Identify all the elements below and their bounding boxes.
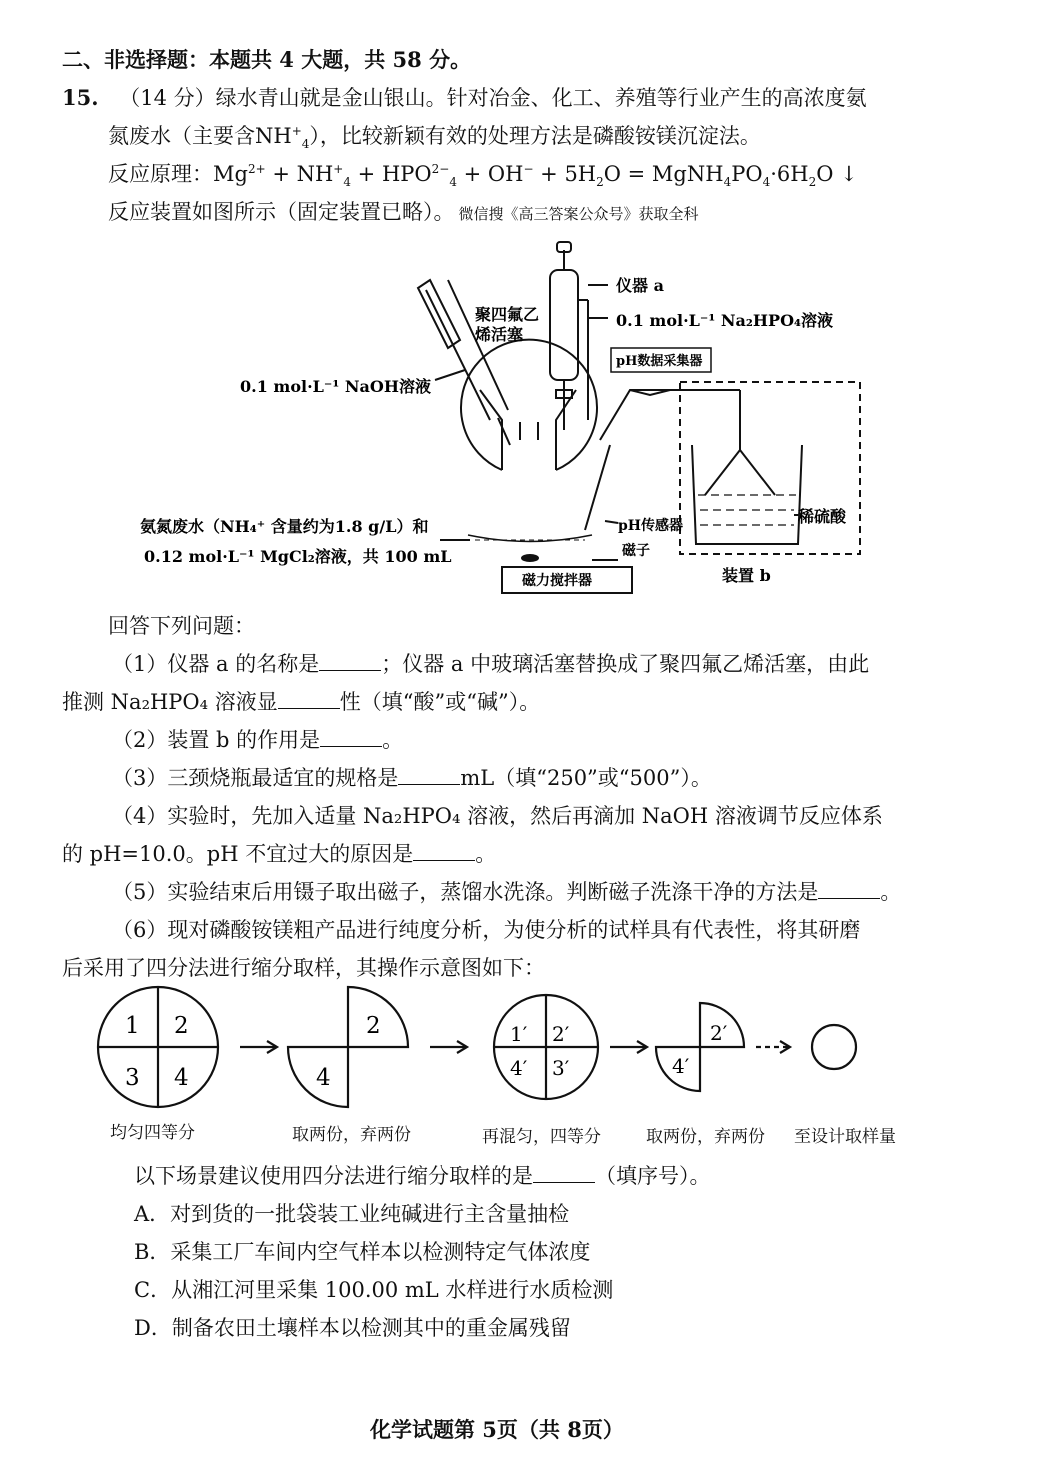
label-dilute-acid: 稀硫酸 bbox=[798, 507, 847, 526]
answer-blank-7[interactable] bbox=[533, 1162, 595, 1183]
option-a[interactable]: A．对到货的一批袋装工业纯碱进行主含量抽检 bbox=[134, 1202, 570, 1226]
num-3-prime: 3′ bbox=[552, 1056, 570, 1080]
label-instrument-a: 仪器 a bbox=[616, 276, 664, 295]
num-2-kept: 2 bbox=[366, 1013, 381, 1039]
caption-2: 取两份，弃两份 bbox=[292, 1125, 411, 1145]
num-2-prime: 2′ bbox=[552, 1022, 570, 1046]
num-1: 1 bbox=[125, 1013, 140, 1039]
answer-blank-1[interactable] bbox=[319, 650, 381, 671]
option-b[interactable]: B．采集工厂车间内空气样本以检测特定气体浓度 bbox=[134, 1240, 591, 1264]
part-1-line-2: 推测 Na₂HPO₄ 溶液显 性（填“酸”或“碱”）。 bbox=[62, 690, 541, 714]
final-sample-circle bbox=[812, 1025, 856, 1069]
caption-4: 取两份，弃两份 bbox=[646, 1127, 765, 1147]
answer-prompt: 回答下列问题： bbox=[108, 614, 255, 638]
answer-blank-5[interactable] bbox=[413, 840, 475, 861]
answer-blank-4[interactable] bbox=[398, 764, 460, 785]
option-d[interactable]: D．制备农田土壤样本以检测其中的重金属残留 bbox=[134, 1316, 571, 1340]
setup-line: 反应装置如图所示（固定装置已略）。 微信搜《高三答案公众号》获取全科 bbox=[108, 200, 699, 224]
label-magnet: 磁子 bbox=[622, 543, 650, 559]
part-1-line-1: （1）仪器 a 的名称是 ；仪器 a 中玻璃活塞替换成了聚四氟乙烯活塞，由此 bbox=[112, 652, 870, 676]
page-footer: 化学试题第 5页（共 8页） bbox=[370, 1417, 624, 1442]
num-2-prime-kept: 2′ bbox=[710, 1021, 728, 1045]
label-waste-2: 0.12 mol·L⁻¹ MgCl₂溶液，共 100 mL bbox=[144, 547, 452, 566]
label-na2hpo4: 0.1 mol·L⁻¹ Na₂HPO₄溶液 bbox=[616, 311, 834, 330]
answer-blank-2[interactable] bbox=[278, 688, 340, 709]
caption-5: 至设计取样量 bbox=[794, 1127, 896, 1147]
label-stirrer: 磁力搅拌器 bbox=[522, 573, 592, 589]
answer-blank-3[interactable] bbox=[320, 726, 382, 747]
label-ph-sensor: pH传感器 bbox=[618, 518, 684, 534]
label-ph-collector: pH数据采集器 bbox=[616, 354, 703, 369]
label-ptfe-1: 聚四氟乙 bbox=[475, 305, 540, 324]
device-b-box bbox=[680, 382, 860, 554]
question-15-intro bbox=[62, 84, 867, 112]
num-4-prime-kept: 4′ bbox=[672, 1054, 690, 1078]
caption-3: 再混匀，四等分 bbox=[482, 1127, 601, 1147]
num-2: 2 bbox=[174, 1013, 189, 1039]
part-3: （3）三颈烧瓶最适宜的规格是 mL（填“250”或“500”）。 bbox=[112, 766, 712, 790]
intro-line-1: （14 分）绿水青山就是金山银山。针对冶金、化工、养殖等行业产生的高浓度氨 bbox=[119, 86, 867, 110]
part-2: （2）装置 b 的作用是 。 bbox=[112, 728, 404, 752]
question-number: 15. bbox=[62, 85, 99, 110]
part-6-line-1: （6）现对磷酸铵镁粗产品进行纯度分析，为使分析的试样具有代表性，将其研磨 bbox=[112, 918, 861, 942]
caption-1: 均匀四等分 bbox=[110, 1123, 195, 1143]
label-naoh: 0.1 mol·L⁻¹ NaOH溶液 bbox=[240, 377, 431, 396]
part-6-line-2: 后采用了四分法进行缩分取样，其操作示意图如下： bbox=[62, 956, 545, 980]
label-device-b: 装置 b bbox=[722, 566, 771, 585]
quartering-diagram bbox=[80, 985, 900, 1115]
label-waste-1: 氨氮废水（NH₄⁺ 含量约为1.8 g/L）和 bbox=[140, 517, 429, 536]
part-4-line-2: 的 pH=10.0。pH 不宜过大的原因是 。 bbox=[62, 842, 497, 866]
num-4-kept: 4 bbox=[316, 1065, 331, 1091]
apparatus-diagram bbox=[130, 240, 890, 600]
intro-line-2: 氮废水（主要含$NH^+_4$），比较新颖有效的处理方法是磷酸铵镁沉淀法。 bbox=[108, 124, 761, 152]
option-c[interactable]: C．从湘江河里采集 100.00 mL 水样进行水质检测 bbox=[134, 1278, 614, 1302]
label-ptfe-2: 烯活塞 bbox=[475, 325, 524, 344]
num-4: 4 bbox=[174, 1065, 189, 1091]
reaction-principle: 反应原理：$Mg^{2+} + NH^+_4 + HPO^{2-}_4 + OH^- + 5H_2O$ = $MgNH_4PO_4\cdot 6H_2O$ ↓ bbox=[108, 162, 858, 190]
section-header: 二、非选择题：本题共 4 大题，共 58 分。 bbox=[62, 47, 472, 72]
part-5: （5）实验结束后用镊子取出磁子，蒸馏水洗涤。判断磁子洗涤干净的方法是 。 bbox=[112, 880, 902, 904]
scene-question: 以下场景建议使用四分法进行缩分取样的是 （填序号）。 bbox=[134, 1164, 711, 1188]
magnet-bar bbox=[522, 555, 538, 561]
dropping-funnel bbox=[550, 270, 578, 380]
num-4-prime: 4′ bbox=[510, 1056, 528, 1080]
num-3: 3 bbox=[125, 1065, 140, 1091]
watermark-text: 微信搜《高三答案公众号》获取全科 bbox=[458, 205, 699, 223]
num-1-prime: 1′ bbox=[510, 1022, 528, 1046]
answer-blank-6[interactable] bbox=[818, 878, 880, 899]
part-4-line-1: （4）实验时，先加入适量 Na₂HPO₄ 溶液，然后再滴加 NaOH 溶液调节反应体系 bbox=[112, 804, 883, 828]
